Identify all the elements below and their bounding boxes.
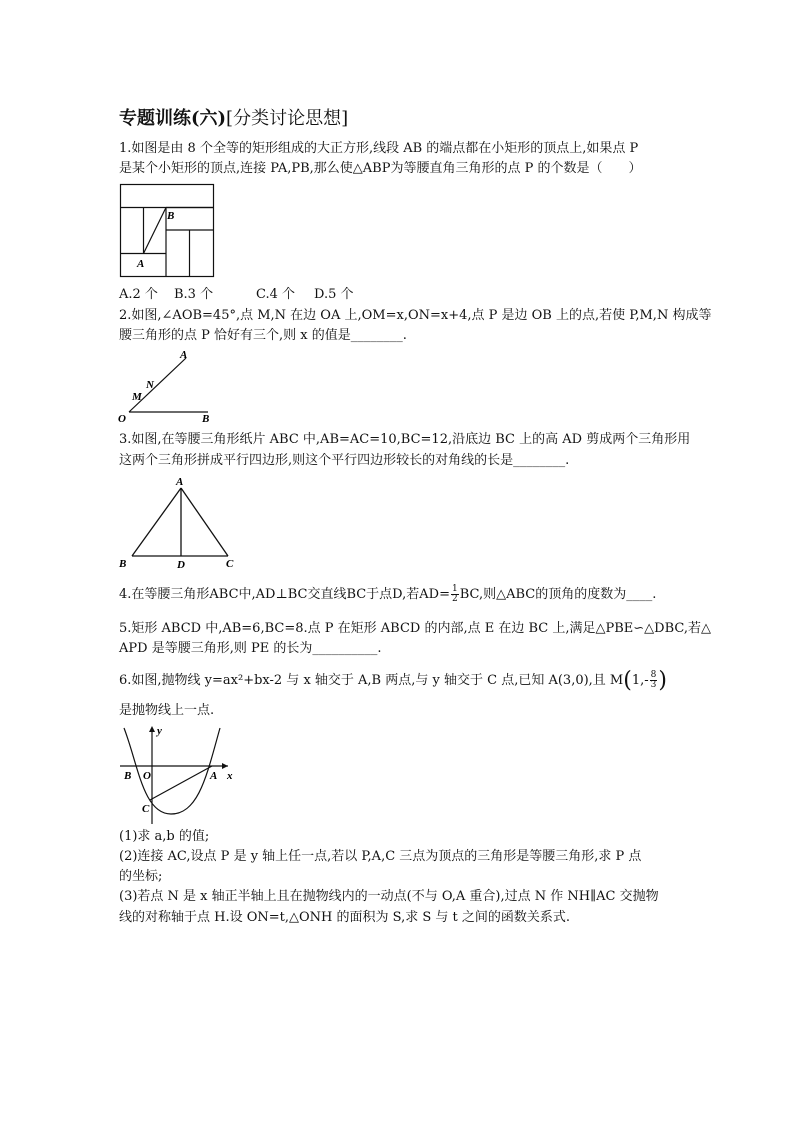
q5-line2: APD 是等腰三角形,则 PE 的长为__________. <box>119 641 382 656</box>
q6-sub1: (1)求 a,b 的值; <box>119 829 210 844</box>
q6-label-a: A <box>210 770 218 782</box>
q6-frac-pre: 1,- <box>631 673 649 688</box>
q6-label-x: x <box>227 770 233 782</box>
q6-label-o: O <box>143 770 151 782</box>
q6-figure <box>116 724 238 826</box>
q6-label-c: C <box>142 803 150 815</box>
q2-figure <box>116 348 222 426</box>
q1-option-c[interactable]: C.4 个 <box>256 287 296 302</box>
q1-options <box>119 285 354 305</box>
q2-label-a: A <box>180 349 188 361</box>
q6-text-pre: 6.如图,抛物线 y=ax²+bx-2 与 x 轴交于 A,B 两点,与 y 轴交于 C 点,已知 A(3,0),且 M <box>119 673 624 688</box>
q3-line1: 3.如图,在等腰三角形纸片 ABC 中,AB=AC=10,BC=12,沿底边 BC 上的高 AD 剪成两个三角形用 <box>119 432 691 447</box>
q3-figure <box>116 473 242 571</box>
q4-line <box>119 585 656 605</box>
q4-text-pre: 4.在等腰三角形ABC中,AD⊥BC交直线BC于点D,若AD= <box>119 587 450 602</box>
q6-frac-num: 8 <box>650 670 657 680</box>
page-title <box>119 104 348 130</box>
title-sub: [分类讨论思想] <box>226 108 349 129</box>
q3-label-d: D <box>177 559 185 571</box>
q6-line1 <box>119 668 667 693</box>
q6-sub3b: 线的对称轴于点 H.设 ON=t,△ONH 的面积为 S,求 S 与 t 之间的函数关系式. <box>119 910 571 925</box>
q2-label-m: M <box>132 391 142 403</box>
q6-sub2b: 的坐标; <box>119 869 163 884</box>
q1-line1: 1.如图是由 8 个全等的矩形组成的大正方形,线段 AB 的端点都在小矩形的顶点上,如果点 P <box>119 141 639 156</box>
q2-label-o: O <box>118 413 126 425</box>
q1-option-d[interactable]: D.5 个 <box>314 287 354 302</box>
q1-option-a[interactable]: A.2 个 <box>119 287 158 302</box>
q2-label-n: N <box>146 379 154 391</box>
q4-frac-num: 1 <box>451 584 458 594</box>
q6-label-b: B <box>124 770 132 782</box>
q4-text-post: BC,则△ABC的顶角的度数为____. <box>459 587 657 602</box>
q1-line2: 是某个小矩形的顶点,连接 PA,PB,那么使△ABP为等腰直角三角形的点 P 的个数是（ ） <box>119 161 642 176</box>
q6-x-arrow-icon <box>222 763 228 769</box>
q2-line1: 2.如图,∠AOB=45°,点 M,N 在边 OA 上,OM=x,ON=x+4,点 P 是边 OB 上的点,若使 P,M,N 构成等 <box>119 308 712 323</box>
q6-frac-den: 3 <box>650 680 657 690</box>
q6-y-arrow-icon <box>149 726 155 732</box>
q4-fraction <box>451 585 459 604</box>
q1-label-b: B <box>167 210 175 222</box>
q3-line2: 这两个三角形拼成平行四边形,则这个平行四边形较长的对角线的长是________. <box>119 453 570 468</box>
q3-label-b: B <box>119 558 127 570</box>
q3-label-c: C <box>226 558 234 570</box>
title-main: 专题训练(六) <box>119 108 227 129</box>
q6-sub2a: (2)连接 AC,设点 P 是 y 轴上任一点,若以 P,A,C 三点为顶点的三角形是等腰三角形,求 P 点 <box>119 849 642 864</box>
q6-sub3a: (3)若点 N 是 x 轴正半轴上且在抛物线内的一动点(不与 O,A 重合),过点 N 作 NH∥AC 交抛物 <box>119 889 659 904</box>
q6-label-y: y <box>157 725 162 737</box>
q6-line2: 是抛物线上一点. <box>119 703 215 718</box>
q2-label-b: B <box>202 413 210 425</box>
q2-line2: 腰三角形的点 P 恰好有三个,则 x 的值是________. <box>119 328 407 343</box>
q6-paren-right: ) <box>658 668 667 693</box>
q4-frac-den: 2 <box>451 594 458 604</box>
q1-label-a: A <box>137 258 145 270</box>
q1-option-b[interactable]: B.3 个 <box>174 287 214 302</box>
q6-fraction <box>650 671 658 690</box>
q6-paren-left: ( <box>623 668 632 693</box>
q3-label-a: A <box>176 476 184 488</box>
q5-line1: 5.矩形 ABCD 中,AB=6,BC=8.点 P 在矩形 ABCD 的内部,点 E 在边 BC 上,满足△PBE∽△DBC,若△ <box>119 621 711 636</box>
q1-figure <box>119 183 215 279</box>
